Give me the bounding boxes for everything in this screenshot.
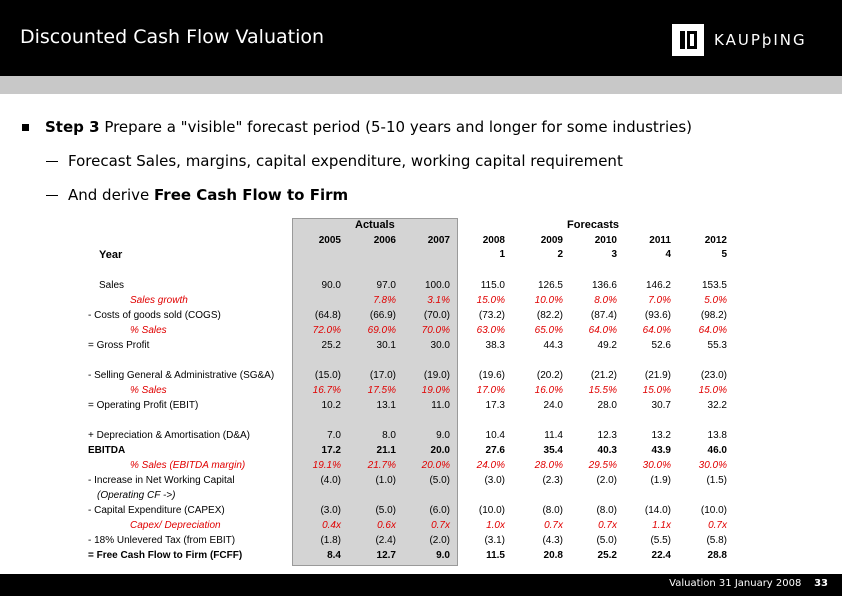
table-cell: (2.0) [429,535,450,546]
step-text: Prepare a "visible" forecast period (5-10 years and longer for some industries) [99,118,693,136]
forecast-period-index: 1 [499,249,505,260]
table-cell: 17.5% [367,385,396,396]
table-cell: 9.0 [436,550,450,561]
row-label: EBITDA [88,445,126,456]
table-cell: 0.7x [708,520,727,531]
table-cell: 72.0% [312,325,341,336]
table-cell: 7.0% [648,295,671,306]
table-cell: 8.0 [382,430,396,441]
table-cell: (1.8) [320,535,341,546]
table-cell: 28.0 [597,400,617,411]
table-cell: 12.7 [376,550,396,561]
table-cell: 27.6 [485,445,505,456]
table-cell: 3.1% [427,295,450,306]
table-cell: 43.9 [651,445,671,456]
table-cell: (93.6) [644,310,671,321]
table-cell: 44.3 [543,340,563,351]
table-cell: (8.0) [542,505,563,516]
table-cell: 24.0 [543,400,563,411]
table-cell: (87.4) [590,310,617,321]
table-cell: (2.0) [596,475,617,486]
table-cell: (15.0) [314,370,341,381]
forecast-period-index: 4 [665,249,671,260]
table-cell: 38.3 [485,340,505,351]
table-cell: (3.0) [484,475,505,486]
table-cell: 10.0% [534,295,563,306]
table-cell: (1.9) [650,475,671,486]
table-cell: (19.0) [423,370,450,381]
table-cell: 146.2 [645,280,671,291]
table-cell: (6.0) [429,505,450,516]
table-cell: 17.2 [321,445,341,456]
row-label: Sales growth [130,295,188,306]
footer-bar [0,574,842,596]
row-label: % Sales (EBITDA margin) [130,460,246,471]
footer-text [669,578,828,589]
row-label: - 18% Unlevered Tax (from EBIT) [88,535,236,546]
forecast-period-index: 2 [557,249,563,260]
table-cell: 11.4 [544,430,563,441]
table-cell: 15.0% [642,385,671,396]
row-label: = Operating Profit (EBIT) [88,400,199,411]
sub-bullet-text: Forecast Sales, margins, capital expenditure, working capital requirement [68,152,623,170]
table-cell: (5.5) [650,535,671,546]
table-cell: (1.0) [375,475,396,486]
table-cell: 35.4 [543,445,563,456]
table-cell: 5.0% [704,295,727,306]
row-label: Capex/ Depreciation [130,520,221,531]
table-cell: 20.0 [430,445,450,456]
table-cell: 25.2 [597,550,617,561]
table-cell: 20.8 [543,550,563,561]
table-cell: 8.4 [327,550,341,561]
table-cell: 64.0% [698,325,727,336]
table-cell: 29.5% [588,460,617,471]
table-cell: 52.6 [651,340,671,351]
row-label: = Free Cash Flow to Firm (FCFF) [88,550,243,561]
table-cell: 8.0% [594,295,617,306]
table-cell: 16.7% [312,385,341,396]
table-cell: 13.2 [651,430,671,441]
table-cell: 7.0 [327,430,341,441]
table-cell: (20.2) [536,370,563,381]
footer-date: Valuation 31 January 2008 [669,578,802,589]
table-cell: (17.0) [369,370,396,381]
table-cell: (21.9) [644,370,671,381]
table-cell: 40.3 [597,445,617,456]
table-cell: 55.3 [707,340,727,351]
year-header: 2006 [373,235,396,246]
table-cell: 16.0% [534,385,563,396]
table-cell: 24.0% [476,460,505,471]
row-label: % Sales [130,325,167,336]
table-cell: 126.5 [537,280,563,291]
row-label: (Operating CF ->) [97,490,176,501]
row-label: - Increase in Net Working Capital [88,475,235,486]
year-header: 2011 [649,235,671,246]
year-header: 2007 [427,235,450,246]
row-label: + Depreciation & Amortisation (D&A) [88,430,251,441]
table-cell: 15.5% [588,385,617,396]
table-cell: 30.0% [642,460,671,471]
table-cell: 9.0 [436,430,450,441]
table-cell: (2.4) [375,535,396,546]
year-header: 2005 [318,235,341,246]
logo-text: KAUPþING [714,31,807,49]
table-cell: 1.1x [652,520,671,531]
table-cell: 30.1 [376,340,396,351]
table-cell: 69.0% [367,325,396,336]
step-label: Step 3 [45,118,100,136]
table-cell: 70.0% [421,325,450,336]
actuals-header: Actuals [355,219,395,231]
table-cell: 0.7x [544,520,563,531]
table-cell: 21.7% [367,460,396,471]
table-cell: 49.2 [597,340,617,351]
table-cell: 15.0% [476,295,505,306]
table-cell: 12.3 [597,430,617,441]
table-cell: 19.1% [312,460,341,471]
table-cell: 28.0% [534,460,563,471]
table-cell: (2.3) [542,475,563,486]
table-cell: 30.0% [698,460,727,471]
year-header: 2012 [704,235,727,246]
table-cell: 20.0% [421,460,450,471]
table-cell: (1.5) [706,475,727,486]
table-cell: 115.0 [480,280,505,291]
table-cell: 17.3 [485,400,505,411]
table-cell: (21.2) [590,370,617,381]
table-cell: (5.0) [596,535,617,546]
table-cell: 32.2 [707,400,727,411]
table-cell: (5.0) [375,505,396,516]
table-cell: (4.3) [542,535,563,546]
table-cell: 65.0% [534,325,563,336]
table-cell: (23.0) [700,370,727,381]
row-label: Sales [99,280,125,291]
table-cell: 11.5 [486,550,505,561]
table-cell: 7.8% [373,295,396,306]
table-cell: 136.6 [591,280,617,291]
table-cell: (73.2) [478,310,505,321]
year-header: 2010 [594,235,617,246]
table-cell: 0.6x [377,520,396,531]
table-cell: (10.0) [700,505,727,516]
table-cell: 28.8 [707,550,727,561]
row-label: = Gross Profit [88,340,150,351]
year-label: Year [99,249,123,261]
slide-title: Discounted Cash Flow Valuation [20,26,325,48]
page-number: 33 [814,578,828,589]
table-cell: (19.6) [478,370,505,381]
table-cell: 25.2 [321,340,341,351]
table-cell: (8.0) [596,505,617,516]
table-cell: (4.0) [320,475,341,486]
table-cell: 17.0% [476,385,505,396]
table-cell: 11.0 [431,400,450,411]
sub-bullet-text: And derive [68,186,155,204]
row-label: - Capital Expenditure (CAPEX) [88,505,225,516]
table-cell: (66.9) [369,310,396,321]
table-cell: (10.0) [478,505,505,516]
table-cell: 63.0% [476,325,505,336]
table-cell: 90.0 [321,280,341,291]
table-cell: 46.0 [707,445,727,456]
year-header: 2009 [540,235,563,246]
table-cell: 1.0x [486,520,505,531]
table-cell: (3.0) [320,505,341,516]
table-cell: 19.0% [421,385,450,396]
table-cell: (70.0) [423,310,450,321]
sub-bullet-bold: Free Cash Flow to Firm [154,186,349,204]
table-cell: 0.7x [431,520,450,531]
table-cell: (98.2) [700,310,727,321]
row-label: % Sales [130,385,167,396]
table-cell: 0.7x [598,520,617,531]
table-cell: 13.1 [376,400,396,411]
table-cell: 64.0% [642,325,671,336]
forecasts-header: Forecasts [567,219,619,231]
table-cell: 153.5 [701,280,727,291]
table-cell: (3.1) [484,535,505,546]
table-cell: 97.0 [376,280,396,291]
table-cell: 10.4 [485,430,505,441]
row-label: - Costs of goods sold (COGS) [88,310,221,321]
table-cell: (5.8) [706,535,727,546]
table-cell: 22.4 [651,550,671,561]
year-header: 2008 [482,235,505,246]
table-cell: 100.0 [424,280,450,291]
table-cell: 15.0% [698,385,727,396]
table-cell: (64.8) [314,310,341,321]
table-cell: 0.4x [322,520,341,531]
table-cell: 13.8 [707,430,727,441]
row-label: - Selling General & Administrative (SG&A) [88,370,275,381]
table-cell: 64.0% [588,325,617,336]
table-cell: (82.2) [536,310,563,321]
table-cell: (5.0) [429,475,450,486]
forecast-period-index: 5 [721,249,727,260]
table-cell: (14.0) [644,505,671,516]
table-cell: 30.0 [430,340,450,351]
table-cell: 30.7 [651,400,671,411]
table-cell: 21.1 [376,445,396,456]
table-cell: 10.2 [321,400,341,411]
forecast-period-index: 3 [611,249,617,260]
